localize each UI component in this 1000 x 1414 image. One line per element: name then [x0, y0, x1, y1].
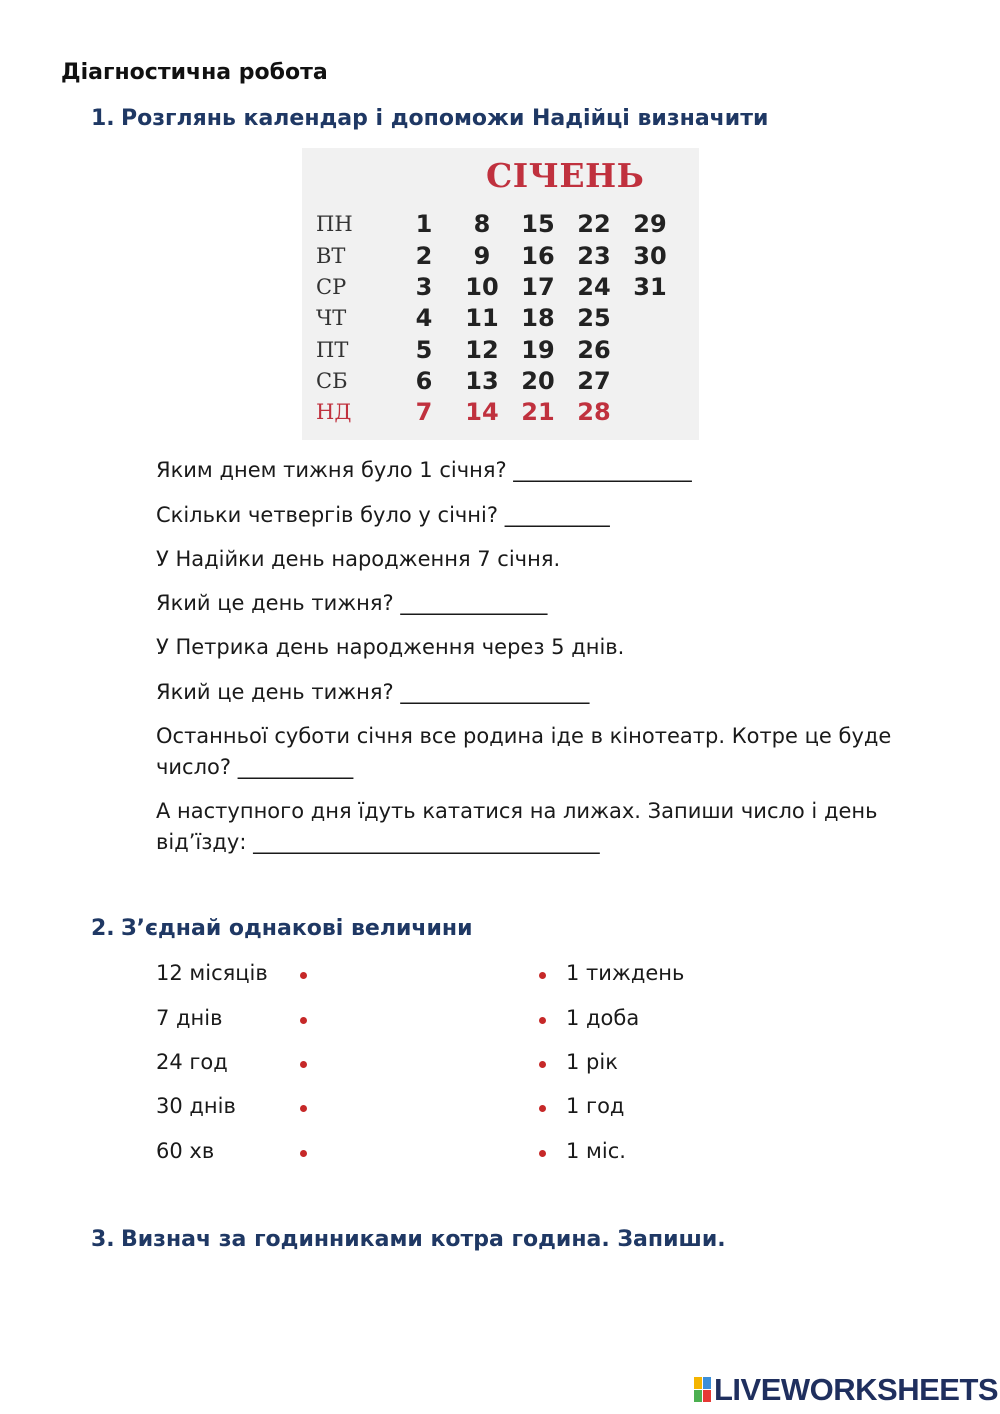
calendar-date: 12: [465, 336, 499, 364]
section-3-heading: [91, 1227, 726, 1252]
calendar-date: 7: [415, 398, 433, 426]
calendar-row: [302, 367, 699, 397]
match-right-item: 1 тиждень: [566, 961, 685, 985]
match-left-item: 7 днів: [156, 1006, 223, 1030]
calendar-date: 30: [633, 242, 667, 270]
calendar-date: 19: [521, 336, 555, 364]
match-left-item: 30 днів: [156, 1094, 236, 1118]
calendar-date: 22: [577, 210, 611, 238]
question-line: Яким днем тижня було 1 січня? _________________: [156, 458, 692, 482]
liveworksheets-logo: [694, 1372, 998, 1408]
calendar-date: 11: [465, 304, 499, 332]
question-line: У Петрика день народження через 5 днів.: [156, 635, 625, 659]
calendar-row: [302, 336, 699, 366]
question-line: Який це день тижня? ______________: [156, 591, 548, 615]
question-line: Скільки четвергів було у січні? __________: [156, 503, 610, 527]
calendar-weekday: ЧТ: [316, 306, 347, 330]
match-right-item: 1 міс.: [566, 1139, 626, 1163]
section-1-title: Розглянь календар і допоможи Надійці визначити: [121, 106, 769, 131]
match-left-dot[interactable]: [300, 1150, 307, 1157]
calendar-row: [302, 273, 699, 303]
calendar: [302, 148, 699, 440]
match-left-item: 60 хв: [156, 1139, 215, 1163]
match-right-dot[interactable]: [539, 1150, 546, 1157]
logo-text: LIVEWORKSHEETS: [714, 1372, 999, 1407]
question-line: Останньої суботи січня все родина іде в кінотеатр. Котре це буде число? ___________: [156, 724, 892, 779]
calendar-weekday: ПТ: [316, 338, 349, 362]
calendar-date: 18: [521, 304, 555, 332]
page-title: Діагностична робота: [61, 60, 328, 85]
question-line: У Надійки день народження 7 січня.: [156, 547, 561, 571]
calendar-row: [302, 242, 699, 272]
match-right-dot[interactable]: [539, 972, 546, 979]
calendar-row: [302, 210, 699, 240]
liveworksheets-icon: [694, 1377, 712, 1403]
match-right-dot[interactable]: [539, 1105, 546, 1112]
calendar-date: 21: [521, 398, 555, 426]
calendar-date: 2: [415, 242, 433, 270]
match-right-item: 1 год: [566, 1094, 625, 1118]
calendar-date: 10: [465, 273, 499, 301]
calendar-weekday: ВТ: [316, 244, 346, 268]
calendar-date: 5: [415, 336, 433, 364]
match-right-item: 1 доба: [566, 1006, 640, 1030]
calendar-date: 4: [415, 304, 433, 332]
section-1-heading: [91, 106, 768, 131]
match-left-dot[interactable]: [300, 1061, 307, 1068]
calendar-weekday: ПН: [316, 212, 353, 236]
calendar-date: 16: [521, 242, 555, 270]
calendar-date: 1: [415, 210, 433, 238]
section-2-heading: [91, 916, 473, 941]
calendar-weekday: СР: [316, 275, 347, 299]
match-left-item: 24 год: [156, 1050, 228, 1074]
calendar-row: [302, 304, 699, 334]
section-1-number: 1.: [91, 106, 115, 131]
question-line: А наступного дня їдуть кататися на лижах. Запиши число і день від’їзду: _________________________________: [156, 799, 878, 854]
match-right-dot[interactable]: [539, 1017, 546, 1024]
calendar-date: 29: [633, 210, 667, 238]
calendar-row: [302, 398, 699, 428]
calendar-weekday: НД: [316, 400, 352, 424]
section-3-title: Визнач за годинниками котра година. Запиши.: [121, 1227, 726, 1252]
calendar-date: 14: [465, 398, 499, 426]
calendar-date: 15: [521, 210, 555, 238]
match-left-item: 12 місяців: [156, 961, 268, 985]
match-right-item: 1 рік: [566, 1050, 618, 1074]
calendar-date: 9: [473, 242, 491, 270]
calendar-date: 8: [473, 210, 491, 238]
calendar-date: 27: [577, 367, 611, 395]
match-left-dot[interactable]: [300, 1017, 307, 1024]
calendar-date: 3: [415, 273, 433, 301]
calendar-date: 13: [465, 367, 499, 395]
match-left-dot[interactable]: [300, 1105, 307, 1112]
section-3-number: 3.: [91, 1227, 115, 1252]
calendar-date: 25: [577, 304, 611, 332]
calendar-date: 24: [577, 273, 611, 301]
calendar-date: 26: [577, 336, 611, 364]
calendar-weekday: СБ: [316, 369, 348, 393]
calendar-date: 23: [577, 242, 611, 270]
calendar-date: 28: [577, 398, 611, 426]
calendar-date: 6: [415, 367, 433, 395]
calendar-date: 17: [521, 273, 555, 301]
question-line: Який це день тижня? __________________: [156, 680, 590, 704]
section-2-title: З’єднай однакові величини: [121, 916, 473, 941]
match-right-dot[interactable]: [539, 1061, 546, 1068]
section-2-number: 2.: [91, 916, 115, 941]
match-left-dot[interactable]: [300, 972, 307, 979]
calendar-month: СІЧЕНЬ: [486, 156, 645, 195]
calendar-date: 20: [521, 367, 555, 395]
calendar-date: 31: [633, 273, 667, 301]
